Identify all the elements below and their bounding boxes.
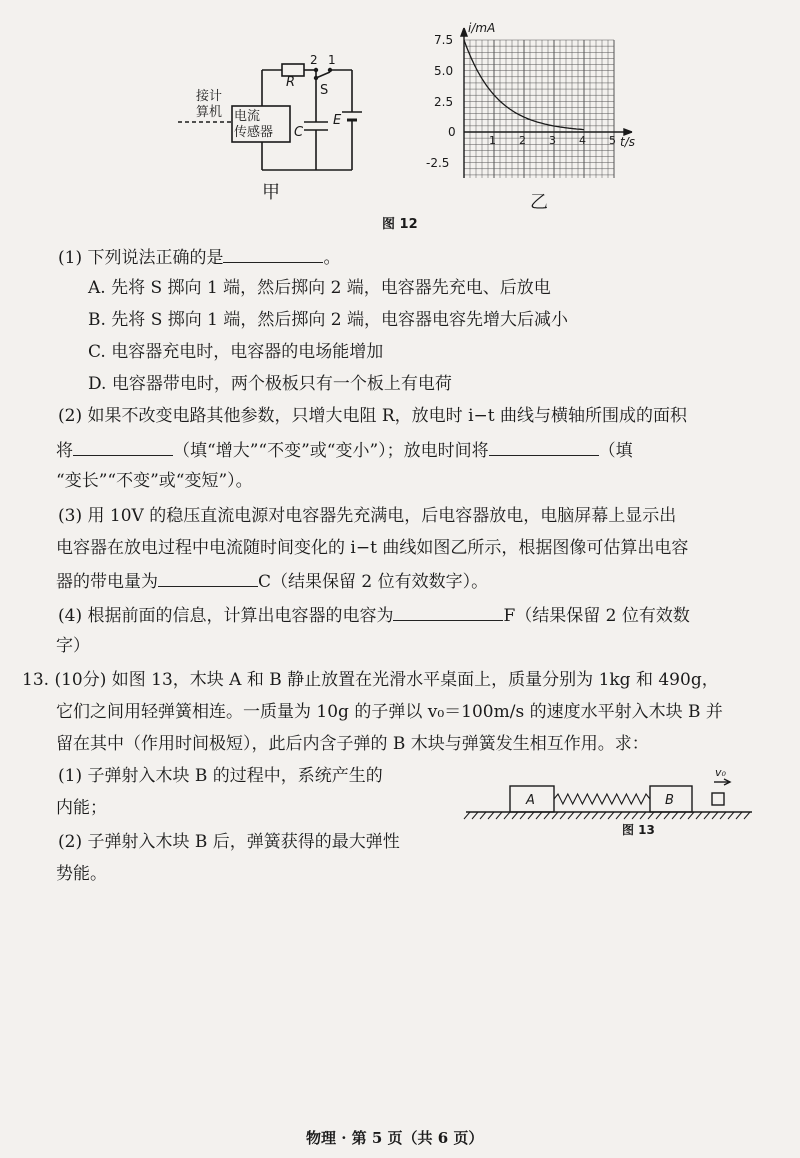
block-A-label: A (526, 793, 535, 808)
q12-part2-line2 (56, 437, 633, 463)
xtick-2: 2 (519, 134, 526, 147)
q12-part1 (58, 244, 340, 270)
answer-blank-1[interactable] (223, 244, 323, 263)
q12-part1-end: 。 (323, 248, 341, 268)
q12-part3-text-a: 器的带电量为 (56, 572, 158, 592)
ytick-neg2.5: -2.5 (426, 156, 450, 170)
page-footer: 物理 · 第 5 页（共 6 页） (306, 1129, 484, 1147)
q12-part2-text-c: （填 (598, 441, 633, 461)
block-B-label: B (665, 793, 674, 808)
graph-ylabel: i/mA (468, 21, 496, 35)
figure13-caption: 图 13 (622, 823, 655, 837)
computer-label-line2: 算机 (196, 105, 223, 120)
q12-part2-text-a: 将 (56, 441, 73, 461)
q12-part3-line2: 电容器在放电过程中电流随时间变化的 i−t 曲线如图乙所示，根据图像可估算出电容 (56, 538, 689, 558)
q12-part2-line1: (2) 如果不改变电路其他参数，只增大电阻 R，放电时 i−t 曲线与横轴所围成的面积 (58, 406, 688, 426)
bullet (712, 793, 724, 805)
answer-blank-5[interactable] (393, 602, 503, 621)
xtick-3: 3 (549, 134, 556, 147)
graph-caption: 乙 (530, 192, 548, 213)
i-t-graph (420, 18, 650, 213)
terminal-2-label: 2 (310, 53, 318, 67)
q12-part4-line2: 字） (56, 636, 90, 656)
label-R: R (286, 75, 296, 90)
q12-part3-text-b: C（结果保留 2 位有效数字）。 (258, 572, 489, 592)
answer-blank-2[interactable] (73, 437, 173, 456)
q13-sub2-line2: 势能。 (56, 864, 107, 884)
xtick-5: 5 (609, 134, 616, 147)
ytick-2.5: 2.5 (434, 95, 454, 109)
q12-part4-line1 (58, 602, 690, 628)
terminal-1-label: 1 (328, 53, 336, 67)
spring (554, 794, 650, 804)
sensor-label-line2: 传感器 (234, 125, 274, 140)
circuit-caption: 甲 (262, 182, 280, 203)
q12-part2-line3: “变长”“不变”或“变短”）。 (56, 471, 253, 491)
circuit-diagram (170, 50, 380, 210)
q12-part3-line3 (56, 568, 488, 594)
answer-blank-3[interactable] (489, 437, 599, 456)
q13-line2: 它们之间用轻弹簧相连。一质量为 10g 的子弹以 v₀＝100m/s 的速度水平射入木块 B 并 (56, 702, 723, 722)
q13-sub2-line1: (2) 子弹射入木块 B 后，弹簧获得的最大弹性 (58, 832, 400, 852)
switch-S (316, 72, 330, 78)
label-S: S (320, 83, 329, 98)
q12-option-c: C. 电容器充电时，电容器的电场能增加 (88, 342, 384, 362)
figure12-caption: 图 12 (382, 217, 418, 232)
q12-option-d: D. 电容器带电时，两个极板只有一个板上有电荷 (88, 374, 452, 394)
q12-part3-line1: (3) 用 10V 的稳压直流电源对电容器先充满电，后电容器放电，电脑屏幕上显示出 (58, 506, 677, 526)
sensor-label-line1: 电流 (234, 109, 261, 124)
computer-label-line1: 接计 (196, 89, 223, 104)
q13-line1: 13. (10分) 如图 13，木块 A 和 B 静止放置在光滑水平桌面上，质量分别为 1kg 和 490g， (22, 670, 719, 690)
graph-xlabel: t/s (620, 135, 635, 149)
q12-part1-text: (1) 下列说法正确的是 (58, 248, 224, 268)
q12-part4-text-a: (4) 根据前面的信息，计算出电容器的电容为 (58, 606, 394, 626)
ytick-0: 0 (448, 125, 456, 139)
figure13-diagram (462, 762, 762, 842)
q12-part4-text-b: F（结果保留 2 位有效数 (503, 606, 690, 626)
xtick-1: 1 (489, 134, 496, 147)
label-C: C (294, 125, 304, 140)
q13-sub1-line2: 内能； (56, 798, 107, 818)
label-E: E (333, 113, 342, 128)
xtick-4: 4 (579, 134, 586, 147)
q12-part2-text-b: （填“增大”“不变”或“变小”）；放电时间将 (173, 441, 489, 461)
ytick-7.5: 7.5 (434, 33, 454, 47)
q13-line3: 留在其中（作用时间极短），此后内含子弹的 B 木块与弹簧发生相互作用。求： (56, 734, 649, 754)
ytick-5.0: 5.0 (434, 64, 454, 78)
q13-sub1-line1: (1) 子弹射入木块 B 的过程中，系统产生的 (58, 766, 383, 786)
answer-blank-4[interactable] (158, 568, 258, 587)
q12-option-b: B. 先将 S 掷向 1 端，然后掷向 2 端，电容器电容先增大后减小 (88, 310, 568, 330)
q12-option-a: A. 先将 S 掷向 1 端，然后掷向 2 端，电容器先充电、后放电 (88, 278, 551, 298)
v0-label: v₀ (715, 766, 726, 779)
